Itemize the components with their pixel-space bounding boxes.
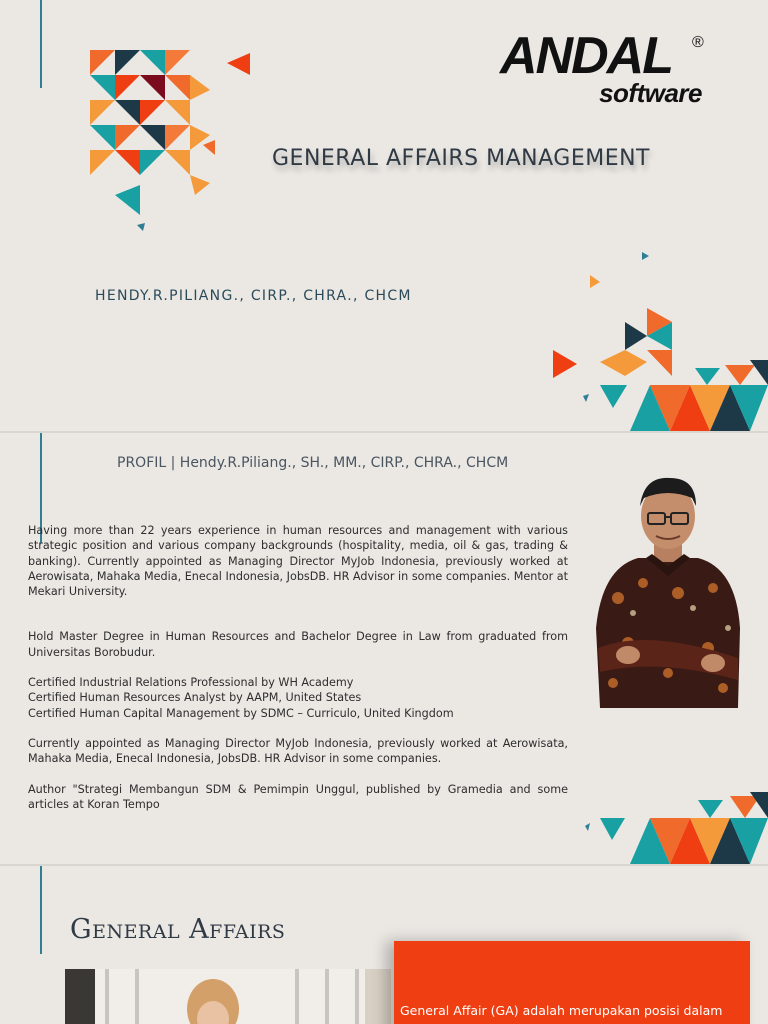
slide-title bbox=[0, 0, 768, 431]
profile-photo bbox=[588, 458, 748, 708]
accent-line bbox=[40, 0, 42, 88]
geometric-logo-art bbox=[85, 45, 260, 235]
office-photo bbox=[65, 969, 391, 1024]
slide-general-affairs bbox=[0, 866, 768, 1024]
bio-paragraph: Currently appointed as Managing Director MyJob Indonesia, previously worked at Aerowisata, Mahaka Media, Enecal Indonesia, JobsDB. HR Advisor in some companies. bbox=[28, 736, 568, 766]
bio-paragraph: Author "Strategi Membangun SDM & Pemimpin Unggul, published by Gramedia and some articles at Koran Tempo bbox=[28, 782, 568, 811]
bio-paragraph: Hold Master Degree in Human Resources and Bachelor Degree in Law from graduated from Universitas Borobudur. bbox=[28, 630, 568, 659]
slide-profile bbox=[0, 433, 768, 864]
brand-name: ANDAL bbox=[500, 27, 672, 85]
profile-heading: PROFIL | Hendy.R.Piliang., SH., MM., CIRP., CHRA., CHCM bbox=[117, 455, 509, 471]
corner-triangle-art bbox=[545, 250, 768, 431]
author-name: HENDY.R.PILIANG., CIRP., CHRA., CHCM bbox=[95, 288, 412, 304]
section-title: General Affairs bbox=[70, 914, 286, 945]
brand-sub: software bbox=[599, 78, 702, 108]
certification-list bbox=[28, 675, 568, 721]
registered-mark: ® bbox=[692, 34, 704, 51]
profile-bio bbox=[28, 523, 568, 827]
definition-callout bbox=[394, 941, 750, 1024]
bio-paragraph: Having more than 22 years experience in human resources and management with various strategic position and various company backgrounds (hospitality, media, oil & gas, trading & banking). Currently appointed as Managing Director MyJob Indonesia, previously worked at Aerowisata, Mahaka Media, Enecal Indonesia, JobsDB. HR Advisor in some companies. Mentor at Mekari University. bbox=[28, 524, 568, 599]
certification-item: Certified Human Capital Management by SDMC – Curriculo, United Kingdom bbox=[28, 706, 454, 720]
corner-triangle-art bbox=[580, 788, 768, 864]
andal-software-logo bbox=[500, 27, 712, 110]
certification-item: Certified Human Resources Analyst by AAPM, United States bbox=[28, 691, 362, 705]
presentation-title: GENERAL AFFAIRS MANAGEMENT bbox=[272, 146, 650, 171]
accent-line bbox=[40, 866, 42, 954]
certification-item: Certified Industrial Relations Professional by WH Academy bbox=[28, 676, 354, 690]
definition-text: General Affair (GA) adalah merupakan posisi dalam bbox=[400, 1003, 723, 1018]
